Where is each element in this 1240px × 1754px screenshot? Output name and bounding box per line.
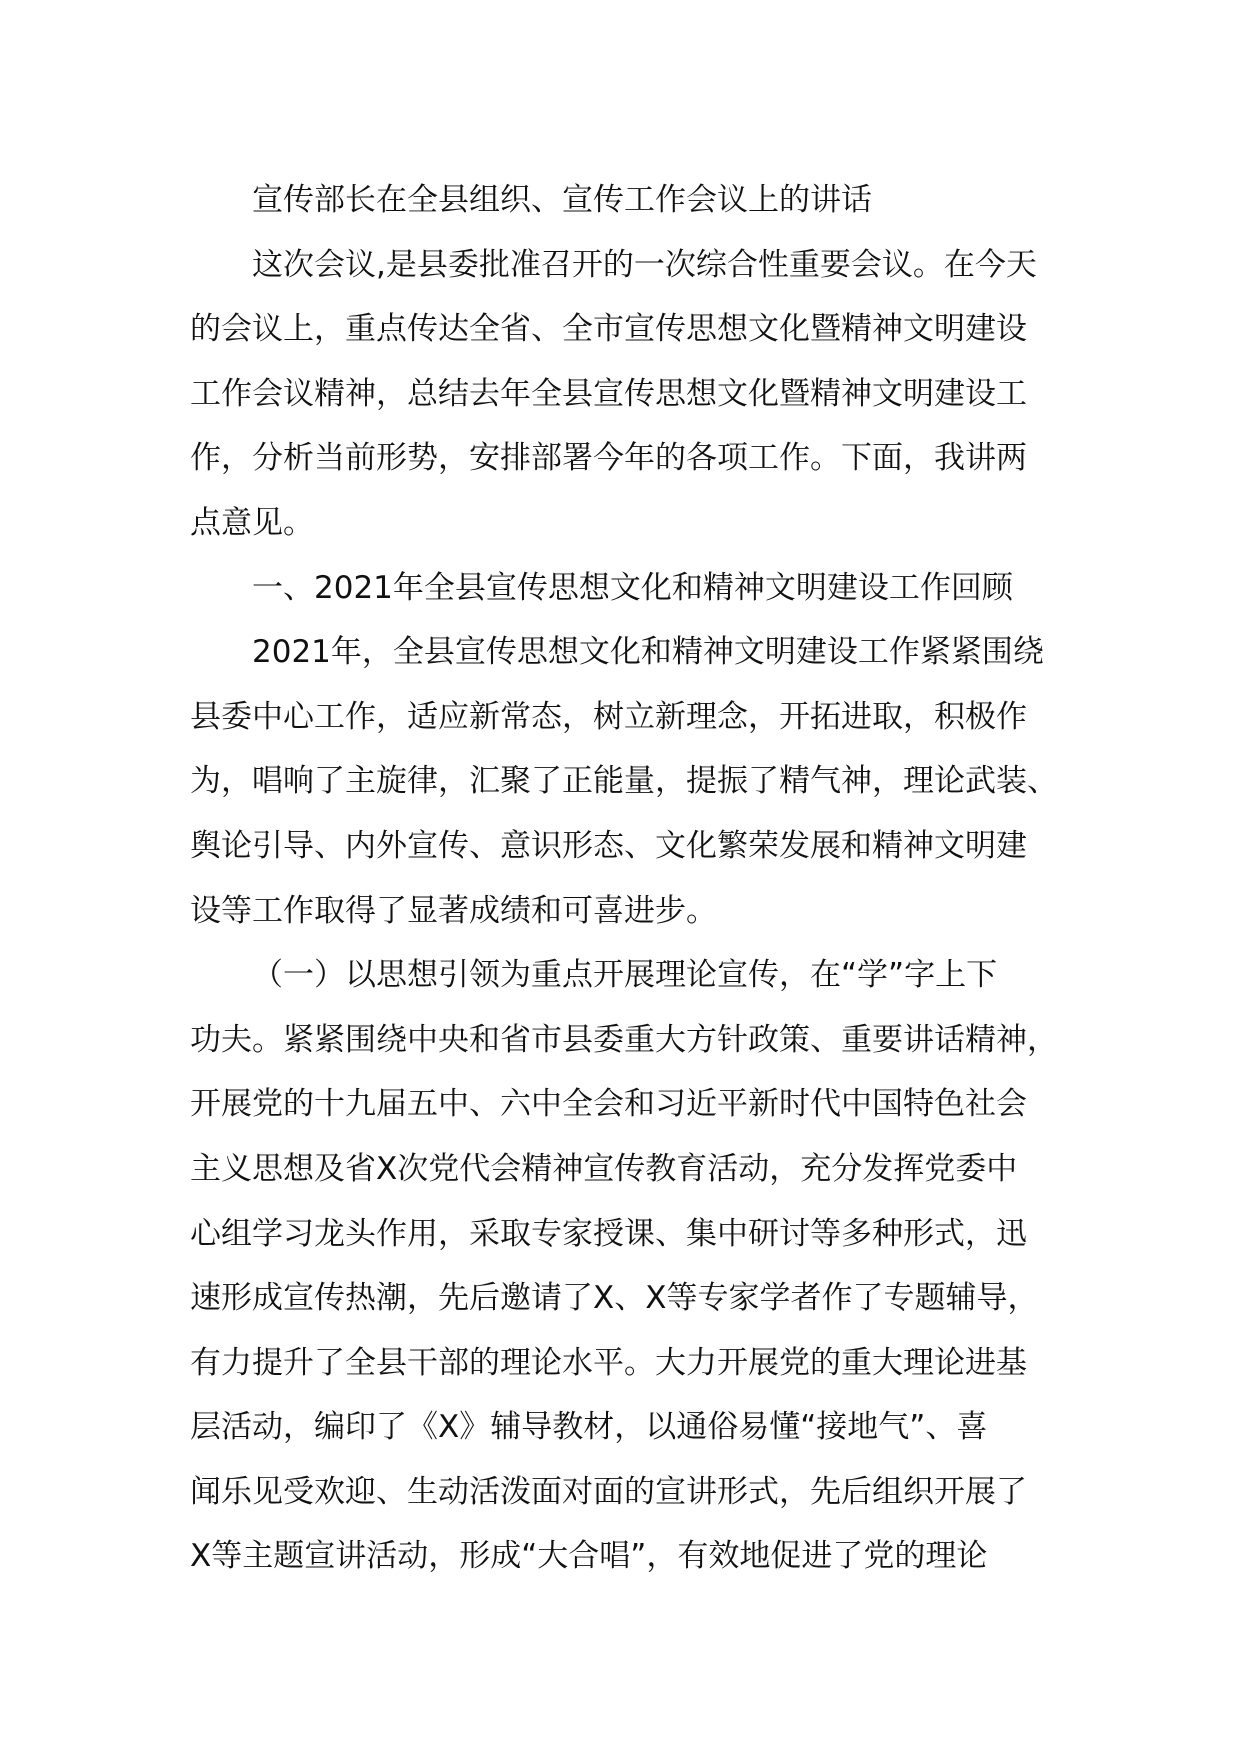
intro-line: 点意见。: [190, 504, 314, 541]
subsection-paragraph-line: 功夫。紧紧围绕中央和省市县委重大方针政策、重要讲话精神，: [190, 1021, 1058, 1058]
intro-line: 这次会议,是县委批准召开的一次综合性重要会议。在今天: [252, 246, 1037, 283]
section-paragraph-line: 舆论引导、内外宣传、意识形态、文化繁荣发展和精神文明建: [190, 827, 1027, 864]
section-paragraph-line: 2021年，全县宣传思想文化和精神文明建设工作紧紧围绕: [252, 634, 1044, 671]
section-paragraph-line: 县委中心工作，适应新常态，树立新理念，开拓进取，积极作: [190, 698, 1027, 735]
intro-line: 的会议上，重点传达全省、全市宣传思想文化暨精神文明建设: [190, 311, 1027, 348]
subsection-paragraph-line: 有力提升了全县干部的理论水平。大力开展党的重大理论进基: [190, 1344, 1027, 1381]
subsection-paragraph-line: 开展党的十九届五中、六中全会和习近平新时代中国特色社会: [190, 1086, 1027, 1123]
subsection-paragraph-line: X等主题宣讲活动，形成“大合唱”，有效地促进了党的理论: [190, 1538, 988, 1575]
subsection-paragraph-line: 心组学习龙头作用，采取专家授课、集中研讨等多种形式，迅: [190, 1215, 1027, 1252]
intro-line: 工作会议精神，总结去年全县宣传思想文化暨精神文明建设工: [190, 375, 1027, 412]
intro-line: 作，分析当前形势，安排部署今年的各项工作。下面，我讲两: [190, 440, 1027, 477]
section-heading: 一、2021年全县宣传思想文化和精神文明建设工作回顾: [252, 569, 1013, 606]
section-paragraph-line: 设等工作取得了显著成绩和可喜进步。: [190, 892, 717, 929]
subsection-paragraph-line: （一）以思想引领为重点开展理论宣传，在“学”字上下: [252, 957, 998, 994]
section-paragraph-line: 为，唱响了主旋律，汇聚了正能量，提振了精气神，理论武装、: [190, 763, 1058, 800]
document-body: [190, 168, 1060, 1589]
subsection-paragraph-line: 速形成宣传热潮，先后邀请了X、X等专家学者作了专题辅导，: [190, 1280, 1039, 1317]
subsection-paragraph-line: 主义思想及省X次党代会精神宣传教育活动，充分发挥党委中: [190, 1150, 1018, 1187]
subsection-paragraph-line: 闻乐见受欢迎、生动活泼面对面的宣讲形式，先后组织开展了: [190, 1473, 1027, 1510]
document-title: 宣传部长在全县组织、宣传工作会议上的讲话: [252, 182, 872, 218]
subsection-paragraph-line: 层活动，编印了《X》辅导教材，以通俗易懂“接地气”、喜: [190, 1409, 988, 1446]
